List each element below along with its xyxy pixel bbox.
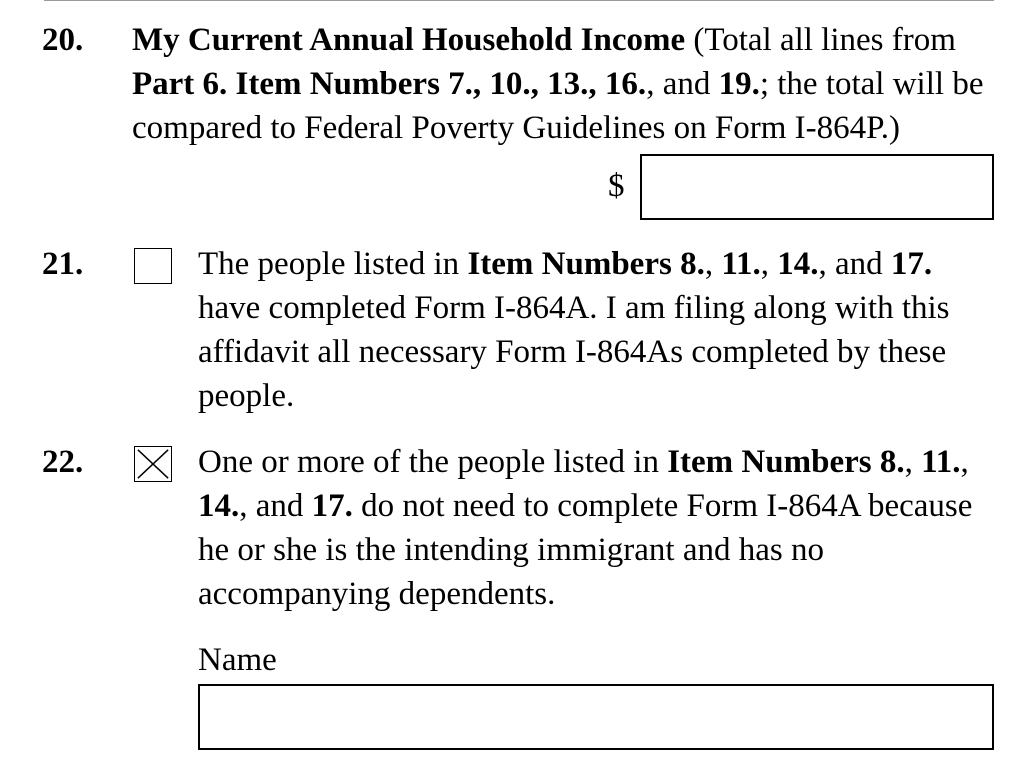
item-20-rest: ; the total will be compared to Federal Poverty Guidelines on Form I-864P.) bbox=[132, 66, 984, 146]
item-21-text-3: , bbox=[760, 246, 778, 282]
item-21-ref-11: 11. bbox=[721, 246, 761, 282]
item-21-ref-8: Item Numbers 8. bbox=[467, 246, 705, 282]
item-22 bbox=[42, 440, 992, 630]
item-20-number: 20. bbox=[42, 22, 84, 58]
checkbox-x-icon bbox=[135, 447, 171, 481]
item-22-checkbox[interactable] bbox=[134, 446, 172, 482]
item-21-text-1: The people listed in bbox=[198, 246, 468, 282]
item-21 bbox=[42, 242, 992, 422]
name-label: Name bbox=[198, 642, 277, 678]
item-20-and: , and bbox=[646, 66, 719, 102]
currency-symbol: $ bbox=[608, 168, 625, 204]
item-21-text-4: , and bbox=[818, 246, 891, 282]
item-22-ref-11: 11. bbox=[921, 444, 961, 480]
item-22-text-4: , and bbox=[239, 488, 312, 524]
item-22-text-3: , bbox=[960, 444, 969, 480]
item-22-number: 22. bbox=[42, 444, 84, 480]
item-20-part-ref: Part 6. Item Numbers 7., 10., 13., 16. bbox=[132, 66, 647, 102]
item-22-text bbox=[198, 440, 978, 616]
item-22-ref-17: 17. bbox=[311, 488, 353, 524]
item-20-text bbox=[132, 18, 992, 150]
item-21-ref-14: 14. bbox=[777, 246, 819, 282]
item-21-ref-17: 17. bbox=[890, 246, 933, 282]
household-income-input[interactable] bbox=[640, 154, 994, 220]
item-21-text-2: , bbox=[704, 246, 722, 282]
item-21-checkbox[interactable] bbox=[134, 248, 172, 284]
item-22-ref-14: 14. bbox=[198, 488, 240, 524]
item-21-text bbox=[198, 242, 978, 418]
item-22-text-2: , bbox=[904, 444, 922, 480]
item-21-text-5: have completed Form I-864A. I am filing along with this affidavit all necessary Form I-864As completed by these people. bbox=[198, 290, 950, 414]
item-20-title: My Current Annual Household Income bbox=[132, 22, 686, 58]
item-20-ref-19: 19. bbox=[718, 66, 760, 102]
item-21-number: 21. bbox=[42, 246, 84, 282]
item-22-ref-8: Item Numbers 8. bbox=[667, 444, 905, 480]
item-22-text-1: One or more of the people listed in bbox=[198, 444, 668, 480]
item-22-text-5: do not need to complete Form I-864A because he or she is the intending immigrant and has no accompanying dependents. bbox=[198, 488, 973, 612]
section-divider bbox=[44, 0, 994, 2]
name-input[interactable] bbox=[198, 684, 994, 750]
item-20-paren-open: (Total all lines from bbox=[685, 22, 956, 58]
